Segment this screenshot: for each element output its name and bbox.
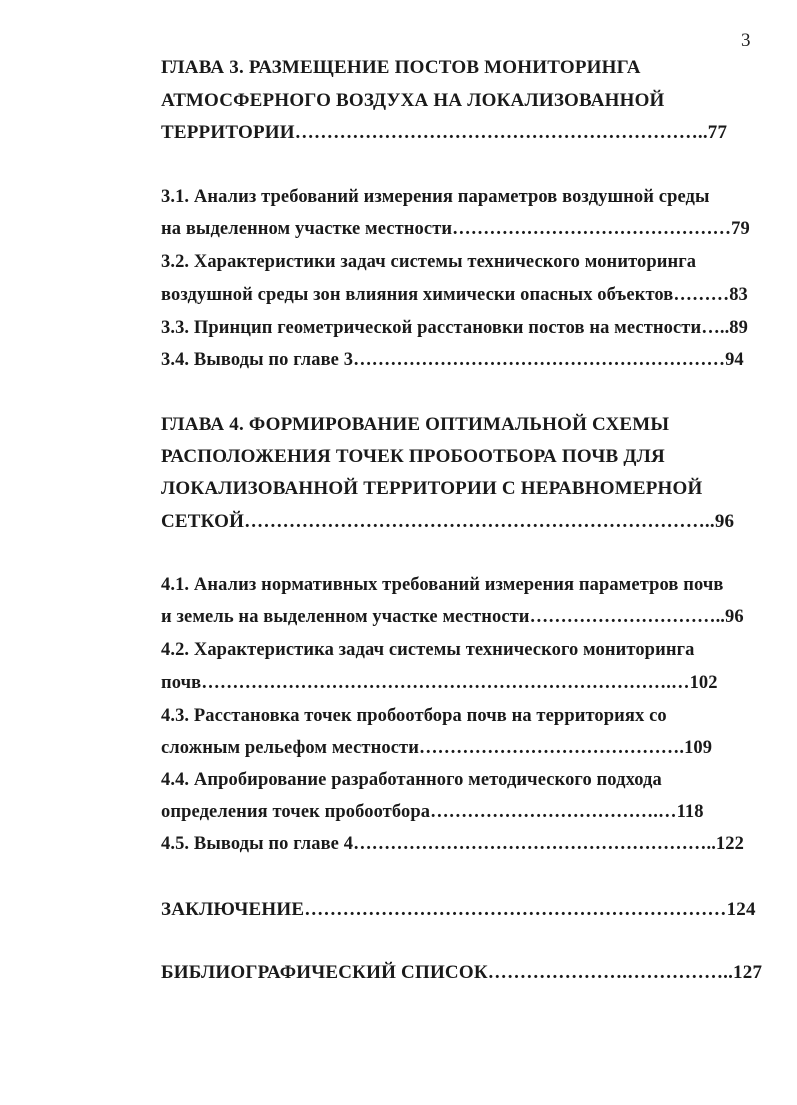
section-4-4-line-2: определения точек пробоотбора……………………………….…118 (161, 802, 704, 822)
chapter-4-heading-line-1: ГЛАВА 4. ФОРМИРОВАНИЕ ОПТИМАЛЬНОЙ СХЕМЫ (161, 414, 670, 435)
chapter-3-heading-line-1: ГЛАВА 3. РАЗМЕЩЕНИЕ ПОСТОВ МОНИТОРИНГА (161, 57, 641, 78)
section-3-1-line-1: 3.1. Анализ требований измерения параметров воздушной среды (161, 187, 710, 207)
section-3-3: 3.3. Принцип геометрической расстановки постов на местности…..89 (161, 318, 749, 338)
section-4-1-line-2: и земель на выделенном участке местности…………………………..96 (161, 607, 744, 627)
conclusion-entry: ЗАКЛЮЧЕНИЕ…………………………………………………………124 (161, 899, 756, 920)
section-4-1-line-1: 4.1. Анализ нормативных требований измерения параметров почв (161, 575, 724, 595)
section-3-2-line-2: воздушной среды зон влияния химически опасных объектов………83 (161, 285, 748, 305)
section-4-3-line-2: сложным рельефом местности…………………………………….109 (161, 738, 713, 758)
section-4-3-line-1: 4.3. Расстановка точек пробоотбора почв на территориях со (161, 706, 667, 726)
bibliography-entry: БИБЛИОГРАФИЧЕСКИЙ СПИСОК………………….……………..127 (161, 962, 763, 983)
section-4-4-line-1: 4.4. Апробирование разработанного методического подхода (161, 770, 662, 790)
section-3-4: 3.4. Выводы по главе 3……………………………………………………94 (161, 350, 744, 370)
section-4-2-line-1: 4.2. Характеристика задач системы технического мониторинга (161, 640, 695, 660)
chapter-4-heading-line-4: СЕТКОЙ………………………………………………………………..96 (161, 511, 735, 532)
page-number: 3 (741, 30, 751, 51)
chapter-3-heading-line-3: ТЕРРИТОРИИ………………………………………………………..77 (161, 122, 728, 143)
section-4-5: 4.5. Выводы по главе 4…………………………………………………..122 (161, 834, 744, 854)
section-4-2-line-2: почв………………………………………………………………….…102 (161, 673, 718, 693)
section-3-2-line-1: 3.2. Характеристики задач системы технического мониторинга (161, 252, 697, 272)
section-3-1-line-2: на выделенном участке местности………………………………………79 (161, 219, 750, 239)
chapter-4-heading-line-2: РАСПОЛОЖЕНИЯ ТОЧЕК ПРОБООТБОРА ПОЧВ ДЛЯ (161, 446, 665, 467)
chapter-3-heading-line-2: АТМОСФЕРНОГО ВОЗДУХА НА ЛОКАЛИЗОВАННОЙ (161, 90, 665, 111)
chapter-4-heading-line-3: ЛОКАЛИЗОВАННОЙ ТЕРРИТОРИИ С НЕРАВНОМЕРНОЙ (161, 478, 703, 499)
